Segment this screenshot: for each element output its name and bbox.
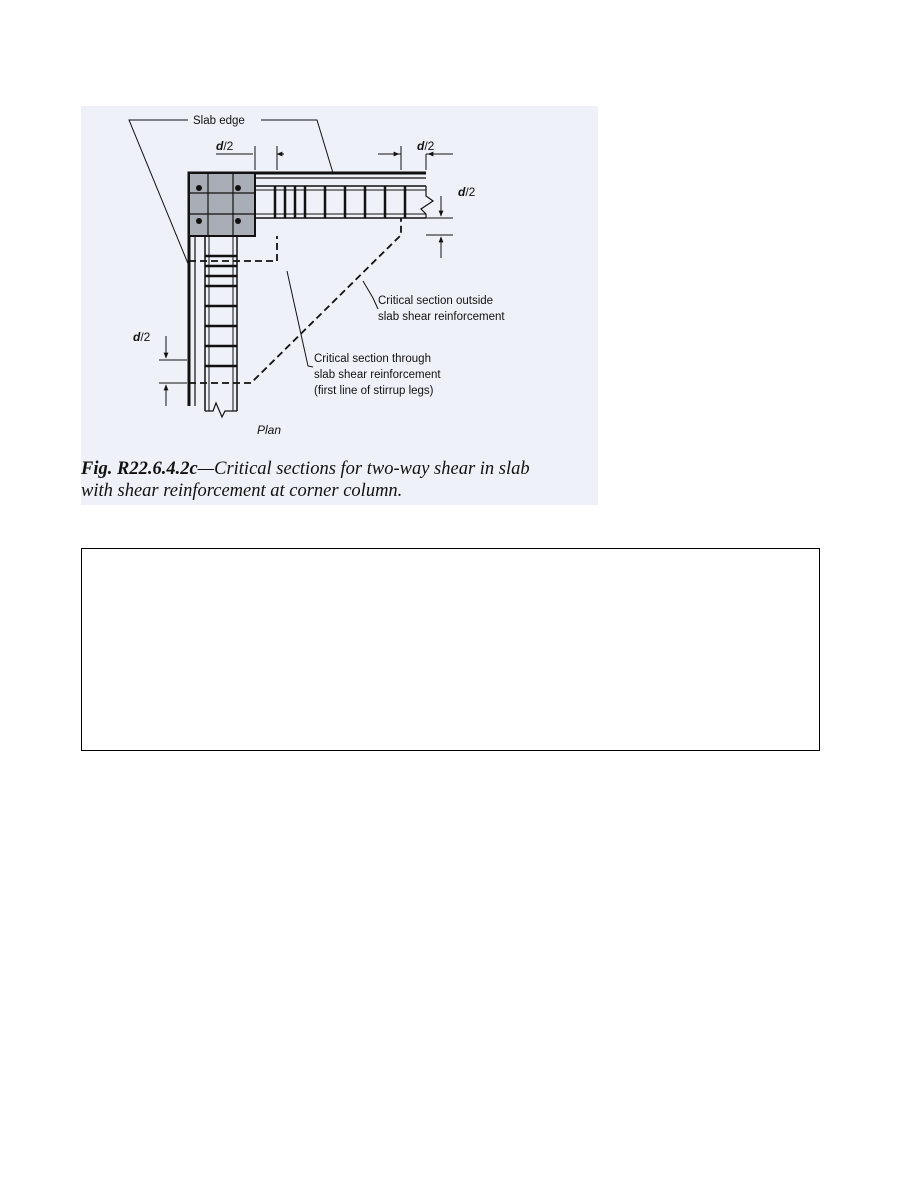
caption-dash: — bbox=[197, 459, 215, 479]
d2-label-right: d/2 bbox=[458, 185, 476, 199]
through-section-label-line1: Critical section through bbox=[314, 353, 431, 365]
caption-text-line1: Critical sections for two-way shear in slab bbox=[214, 459, 530, 479]
caption-text-line2: with shear reinforcement at corner column. bbox=[81, 481, 403, 501]
outside-section-label-line1: Critical section outside bbox=[378, 295, 494, 307]
vertical-stirrup-strip bbox=[205, 236, 237, 417]
caption-line-1 bbox=[81, 458, 598, 480]
figure-panel bbox=[81, 106, 598, 505]
through-section-label-line3: (first line of stirrup legs) bbox=[314, 385, 434, 397]
d2-label-top-right: d/2 bbox=[417, 139, 435, 153]
leader-lines bbox=[129, 120, 378, 367]
caption-number: Fig. R22.6.4.2c bbox=[81, 459, 198, 479]
horizontal-stirrup-strip bbox=[255, 186, 433, 218]
slab-edge-label: Slab edge bbox=[193, 115, 245, 127]
empty-answer-box bbox=[81, 548, 820, 751]
plan-label: Plan bbox=[257, 423, 282, 437]
through-section-label-line2: slab shear reinforcement bbox=[314, 369, 441, 381]
slab-corner-plan-diagram bbox=[81, 106, 598, 505]
d2-label-top-left: d/2 bbox=[216, 139, 234, 153]
figure-caption bbox=[81, 458, 598, 502]
corner-column bbox=[189, 173, 255, 236]
d2-label-left: d/2 bbox=[133, 330, 151, 344]
outside-section-label-line2: slab shear reinforcement bbox=[378, 311, 505, 323]
